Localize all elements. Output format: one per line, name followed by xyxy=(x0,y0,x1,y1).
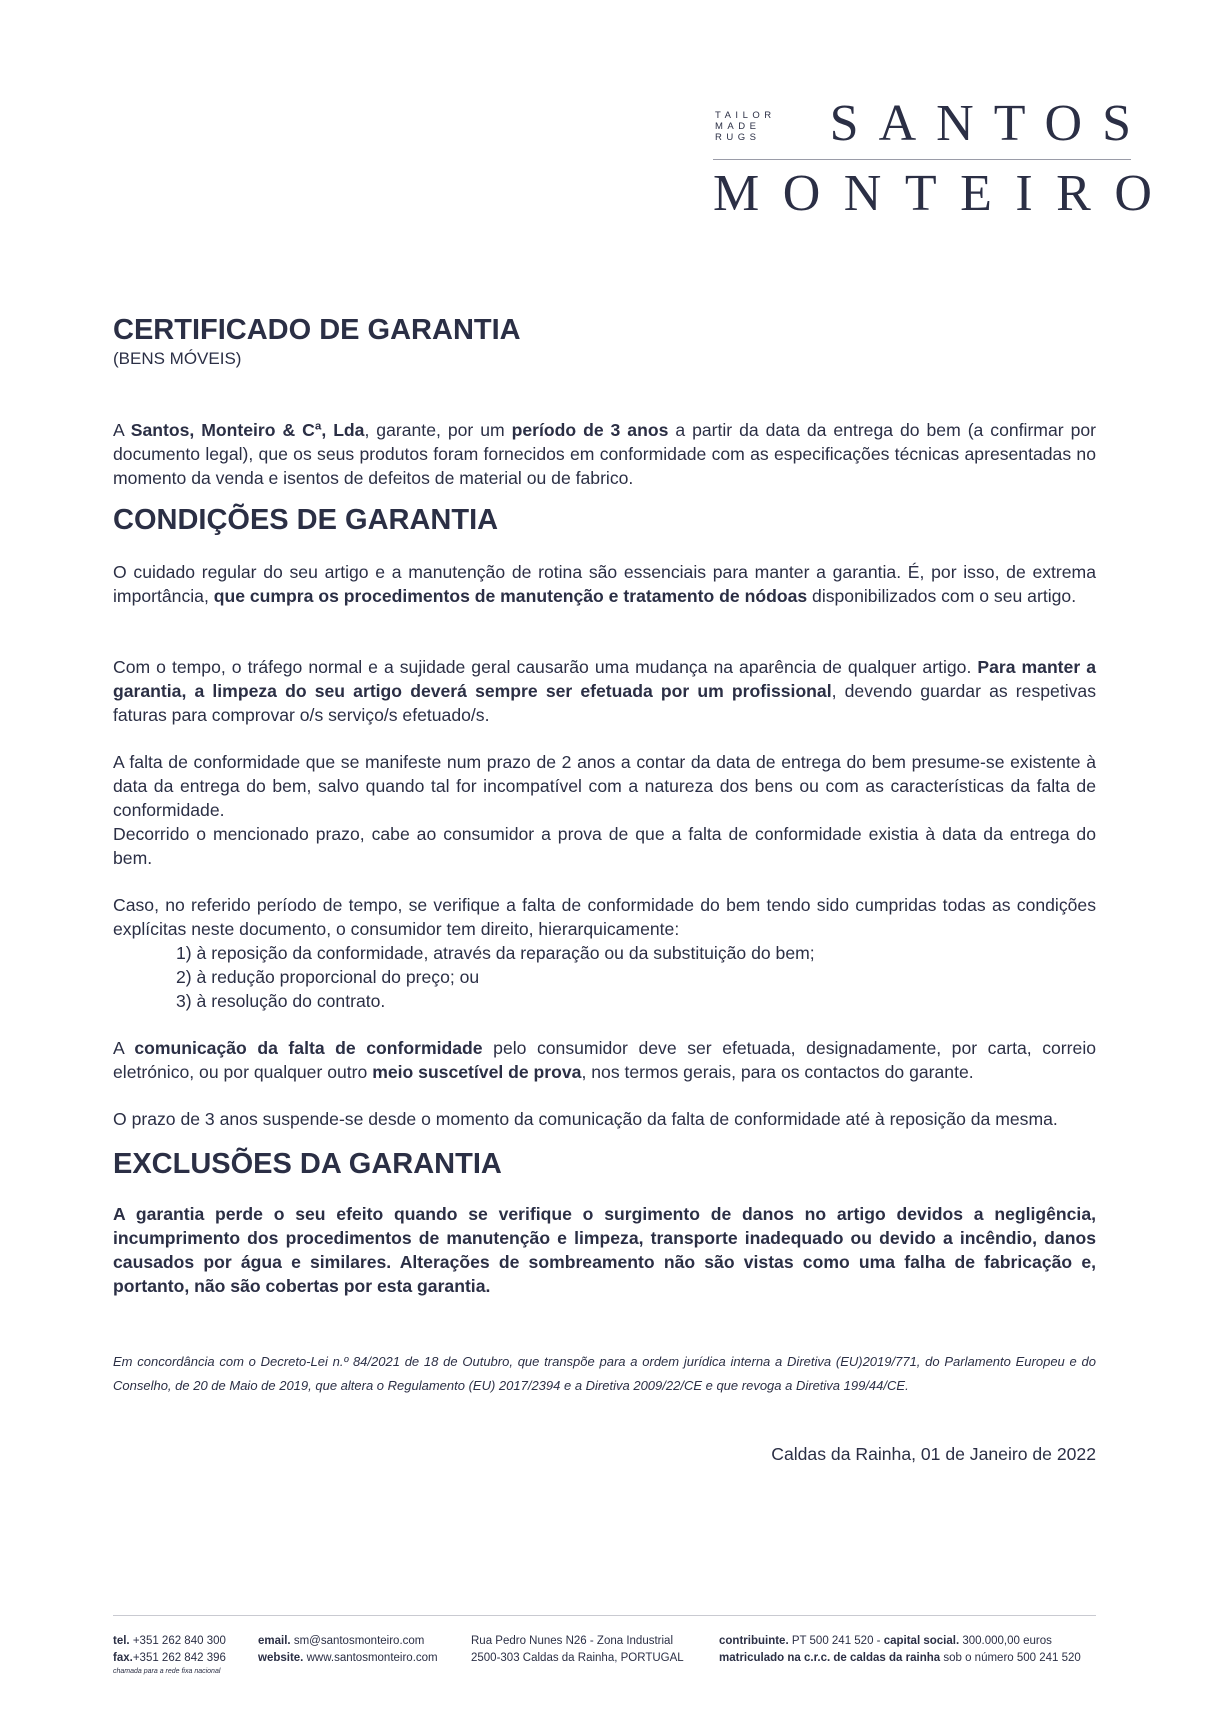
fax-label: fax. xyxy=(113,1652,133,1664)
registry-value: sob o número 500 241 520 xyxy=(943,1652,1081,1664)
body-text: disponibilizados com o seu artigo. xyxy=(807,586,1077,606)
logo-divider xyxy=(713,159,1131,160)
tel-label: tel. xyxy=(113,1635,130,1647)
body-text: Com o tempo, o tráfego normal e a sujidade geral causarão uma mudança na aparência de qualquer artigo. xyxy=(113,657,978,677)
footer-divider xyxy=(113,1615,1096,1616)
tel-number: +351 262 840 300 xyxy=(132,1635,226,1647)
call-note: chamada para a rede fixa nacional xyxy=(113,1668,221,1675)
footer-address-block xyxy=(471,1633,684,1667)
emphasis-text: Santos, Monteiro & Cª, Lda xyxy=(130,420,365,440)
list-item: 2) à redução proporcional do preço; ou xyxy=(176,967,480,987)
body-text: A xyxy=(113,1038,135,1058)
list-item: 1) à reposição da conformidade, através da reparação ou da substituição do bem; xyxy=(176,943,815,963)
body-text: Decorrido o mencionado prazo, cabe ao consumidor a prova de que a falta de conformidade existia à data da entrega do bem. xyxy=(113,824,1096,868)
registry-label: matriculado na c.r.c. de caldas da rainha xyxy=(719,1652,941,1664)
paragraph-conformity xyxy=(113,750,1096,822)
paragraph-rights-intro xyxy=(113,893,1096,941)
body-text: pelo consumidor deve ser efetuada, designadamente, por carta, correio eletrónico, ou por qualquer outro xyxy=(113,1038,1097,1082)
fax-number: +351 262 842 396 xyxy=(132,1652,226,1664)
website-label: website. xyxy=(258,1652,304,1664)
nif-value: PT 500 241 520 xyxy=(791,1635,874,1647)
email-link[interactable]: sm@santosmonteiro.com xyxy=(293,1635,425,1647)
section-heading-exclusions: EXCLUSÕES DA GARANTIA xyxy=(113,1148,502,1180)
list-item: 3) à resolução do contrato. xyxy=(176,991,386,1011)
email-label: email. xyxy=(258,1635,291,1647)
body-text: A xyxy=(113,420,131,440)
body-text: A falta de conformidade que se manifeste num prazo de 2 anos a contar da data de entrega do bem presume-se existente à data da entrega do bem, salvo quando tal for incompatível com a natureza dos bens ou com as características da falta de conformidade. xyxy=(113,752,1096,820)
website-link[interactable]: www.santosmonteiro.com xyxy=(306,1652,438,1664)
paragraph-exclusions xyxy=(113,1202,1096,1298)
logo-word-santos: SANTOS xyxy=(829,95,1151,152)
logo-tagline-line: RUGS xyxy=(715,132,761,143)
footer-company-block: contribuinte. PT 500 241 520 - capital social. 300.000,00 euros matriculado na c.r.c. de caldas da rainha sob o número 500 241 520 xyxy=(719,1635,1081,1664)
body-text: Caso, no referido período de tempo, se verifique a falta de conformidade do bem tendo sido cumpridas todas as condições explícitas neste documento, o consumidor tem direito, hierarquicamente: xyxy=(113,895,1096,939)
intro-paragraph xyxy=(113,418,1096,490)
section-heading-conditions: CONDIÇÕES DE GARANTIA xyxy=(113,504,499,536)
body-text: a partir da data da entrega do bem (a confirmar por documento legal), que os seus produtos foram fornecidos em conformidade com as especificações técnicas apresentadas no momento da venda e isentos de defeitos de material ou de fabrico. xyxy=(113,420,1096,488)
emphasis-text: comunicação da falta de conformidade xyxy=(134,1038,483,1058)
paragraph-maintenance xyxy=(113,560,1096,608)
paragraph-communication xyxy=(113,1036,1096,1084)
logo-tagline-line: MADE xyxy=(715,121,761,132)
nif-label: contribuinte. xyxy=(719,1635,789,1647)
address-line: Rua Pedro Nunes N26 - Zona Industrial xyxy=(471,1635,673,1647)
body-text: O prazo de 3 anos suspende-se desde o momento da comunicação da falta de conformidade até à reposição da mesma. xyxy=(113,1109,1058,1129)
legal-note: Em concordância com o Decreto-Lei n.º 84/2021 de 18 de Outubro, que transpõe para a ordem jurídica interna a Diretiva (EU)2019/771, do Parlamento Europeu e do Conselho, de 20 de Maio de 2019, que altera o Regulamento (EU) 2017/2394 e a Diretiva 2009/22/CE e que revoga a Diretiva 199/44/CE. xyxy=(113,1354,1096,1393)
emphasis-text: A garantia perde o seu efeito quando se verifique o surgimento de danos no artigo devidos a negligência, incumprimento dos procedimentos de manutenção e limpeza, transporte inadequado ou devido a incêndio, danos causados por água e similares. Alterações de sombreamento não são vistas como uma falha de fabricação e, portanto, não são cobertas por esta garantia. xyxy=(113,1204,1096,1296)
footer-contact-block xyxy=(258,1633,438,1667)
address-line: 2500-303 Caldas da Rainha, PORTUGAL xyxy=(471,1652,684,1664)
emphasis-text: meio suscetível de prova xyxy=(372,1062,582,1082)
document-subtitle: (BENS MÓVEIS) xyxy=(113,349,242,368)
emphasis-text: Para manter a garantia, a limpeza do seu artigo deverá sempre ser efetuada por um profissional xyxy=(113,657,1096,701)
logo-tagline-line: TAILOR xyxy=(715,110,776,121)
rights-list xyxy=(176,941,815,1013)
emphasis-text: que cumpra os procedimentos de manutenção e tratamento de nódoas xyxy=(213,586,808,606)
logo-word-monteiro: MONTEIRO xyxy=(713,165,1176,222)
paragraph-burden-of-proof xyxy=(113,822,1096,870)
document-date: Caldas da Rainha, 01 de Janeiro de 2022 xyxy=(771,1444,1096,1464)
body-text: O cuidado regular do seu artigo e a manutenção de rotina são essenciais para manter a garantia. É, por isso, de extrema importância, xyxy=(113,562,1096,606)
paragraph-suspension xyxy=(113,1107,1096,1131)
logo-tagline xyxy=(715,110,776,143)
document-title: CERTIFICADO DE GARANTIA xyxy=(113,314,521,346)
emphasis-text: período de 3 anos xyxy=(511,420,669,440)
capital-label: capital social. xyxy=(883,1635,960,1647)
footer-phone-block xyxy=(113,1633,226,1677)
company-logo xyxy=(713,95,1176,222)
capital-value: 300.000,00 euros xyxy=(962,1635,1052,1647)
paragraph-cleaning xyxy=(113,655,1096,727)
body-text: , devendo guardar as respetivas faturas para comprovar o/s serviço/s efetuado/s. xyxy=(113,681,1096,725)
body-text: , garante, por um xyxy=(364,420,512,440)
body-text: , nos termos gerais, para os contactos do garante. xyxy=(581,1062,974,1082)
